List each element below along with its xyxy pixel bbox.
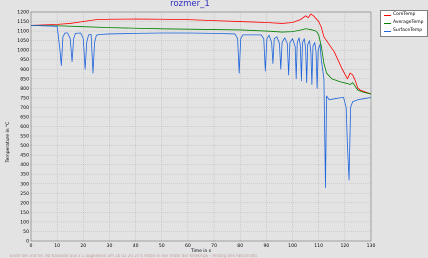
x-tick-label: 90 — [263, 244, 270, 249]
x-tick-label: 60 — [184, 244, 191, 249]
y-tick-label: 850 — [20, 77, 29, 83]
y-tick-label: 50 — [23, 229, 29, 235]
y-tick-label: 1000 — [17, 48, 29, 54]
legend-label-coretemp: CoreTemp — [393, 12, 416, 17]
x-tick-label: 120 — [340, 244, 350, 249]
y-tick-label: 800 — [20, 86, 29, 92]
x-tick-label: 50 — [158, 244, 165, 249]
y-tick-label: 100 — [20, 220, 29, 226]
y-tick-label: 900 — [20, 67, 29, 73]
x-tick-label: 0 — [29, 244, 33, 249]
y-tick-label: 0 — [26, 239, 29, 245]
series-line-coretemp — [31, 14, 371, 94]
y-tick-label: 200 — [20, 201, 29, 207]
legend-swatch-averagetemp — [384, 23, 391, 24]
x-tick-label: 110 — [314, 244, 324, 249]
y-tick-label: 1200 — [17, 10, 29, 16]
y-tick-label: 400 — [20, 163, 29, 169]
y-tick-label: 1150 — [17, 20, 29, 26]
x-tick-label: 70 — [211, 244, 218, 249]
y-tick-label: 1100 — [17, 29, 29, 35]
y-tick-label: 950 — [20, 58, 29, 64]
x-tick-label: 130 — [366, 244, 376, 249]
series-line-surfacetemp — [31, 25, 371, 187]
legend-item-surfacetemp — [381, 27, 427, 35]
legend-label-averagetemp: AverageTemp — [393, 20, 424, 25]
x-tick-label: 80 — [237, 244, 244, 249]
y-tick-label: 1050 — [17, 39, 29, 45]
footer-text: Ende des mit tel. Ab Kaskade aus x 1 abgelesen am 1b 02 20 2s 4 mittel in der mitte der KASKADE - Anfang des Abschnitts — [10, 254, 258, 258]
legend-label-surfacetemp: SurfaceTemp — [393, 28, 423, 33]
y-tick-label: 750 — [20, 96, 29, 102]
y-tick-label: 450 — [20, 153, 29, 159]
y-tick-label: 500 — [20, 144, 29, 150]
y-axis-label: Temperature in °C — [6, 121, 11, 163]
y-tick-label: 700 — [20, 105, 29, 111]
x-tick-label: 20 — [80, 244, 87, 249]
legend-swatch-coretemp — [384, 15, 391, 16]
x-axis-label: Time in s — [190, 249, 212, 254]
y-tick-label: 150 — [20, 210, 29, 216]
legend-item-averagetemp — [381, 19, 427, 27]
y-tick-label: 250 — [20, 191, 29, 197]
x-tick-label: 30 — [106, 244, 113, 249]
y-tick-label: 550 — [20, 134, 29, 140]
x-tick-label: 100 — [288, 244, 297, 249]
x-tick-label: 40 — [132, 244, 139, 249]
y-tick-label: 650 — [20, 115, 29, 121]
y-tick-label: 600 — [20, 125, 29, 130]
y-tick-label: 300 — [20, 182, 29, 188]
legend — [380, 10, 428, 37]
legend-item-coretemp — [381, 11, 427, 19]
chart-title: rozmer_1 — [170, 0, 210, 9]
series-layer — [31, 14, 371, 188]
x-tick-label: 10 — [54, 244, 61, 249]
y-tick-label: 350 — [20, 172, 29, 178]
legend-swatch-surfacetemp — [384, 31, 391, 32]
